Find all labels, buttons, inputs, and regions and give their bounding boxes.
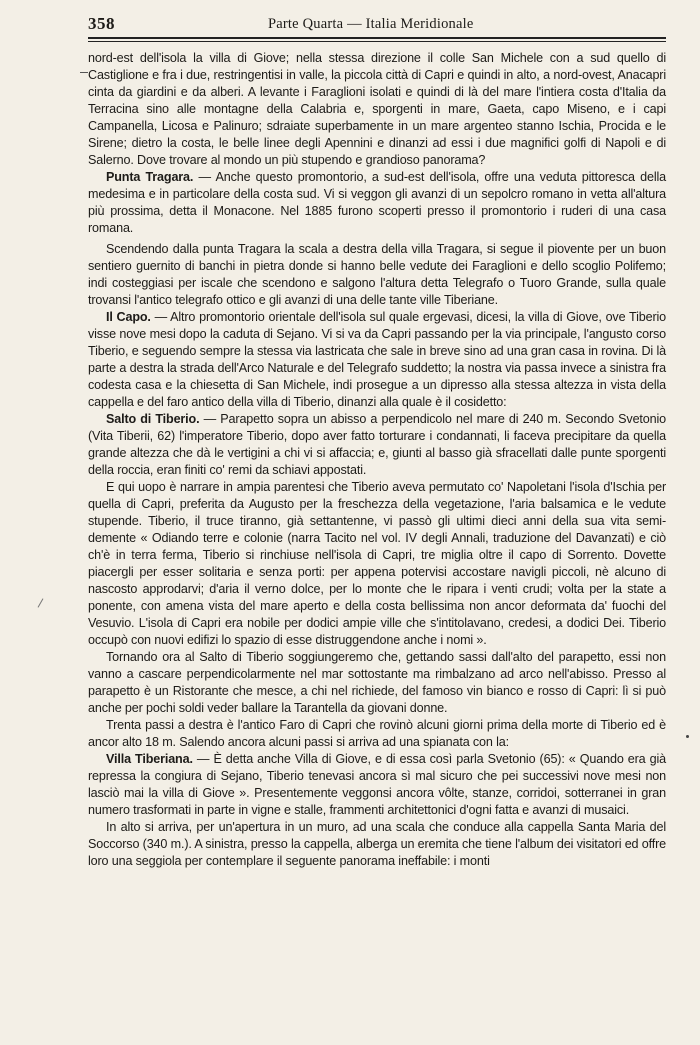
paragraph-trenta bbox=[88, 717, 666, 751]
section-title: Salto di Tiberio. bbox=[106, 412, 200, 426]
section-title: Villa Tiberiana. bbox=[106, 752, 193, 766]
margin-mark bbox=[686, 735, 689, 738]
page-number: 358 bbox=[88, 14, 115, 33]
paragraph-intro bbox=[88, 50, 666, 169]
paragraph-text: Trenta passi a destra è l'antico Faro di Capri che rovinò alcuni giorni prima della morte di Tiberio ed è ancor alto 18 m. Salendo ancora alcuni passi si arriva ad una spianata con la: bbox=[88, 718, 666, 749]
paragraph-uopo bbox=[88, 479, 666, 649]
running-head: Parte Quarta — Italia Meridionale bbox=[268, 16, 474, 32]
paragraph-salto bbox=[88, 411, 666, 479]
section-title: Punta Tragara. bbox=[106, 170, 194, 184]
paragraph-text: E qui uopo è narrare in ampia parentesi che Tiberio aveva permutato co' Napoletani l'isola d'Ischia per quella di Capri, preferita da Augusto per la freschezza della vegetazione, l'aria balsamica e le vedute stupende. Tiberio, il truce tiranno, già settantenne, vi passò gli ultimi dieci anni della sua vita semi-demente « Odiando terre e colonie (narra Tacito nel vol. IV degli Annali, traduzione del Davanzati) e ciò ch'è in terra ferma, Tiberio si rinchiuse nell'isola di Capri, tre miglia oltre il capo di Sorrento. Dovette piacergli per esser solitaria e senza porti: per appena potervisi accostare navigli piccoli, nè alcuno di nascosto approdarvi; d'aria il verno dolce, per lo monte che le ripara i venti crudi; volta per la state a ponente, con amena vista del mare aperto e della costa bellissima non ancor deformata da' fuochi del Vesuvio. L'isola di Capri era nobile per dodici ampie ville che s'intitolavano, credesi, a dodici Dei. Tiberio occupò con nuovi edifizi lo spazio di esse distruggendone anche i nomi ». bbox=[88, 480, 666, 647]
paragraph-text: — Parapetto sopra un abisso a perpendicolo nel mare di 240 m. Secondo Svetonio (Vita Tiberii, 62) l'imperatore Tiberio, dopo aver fatto torturare i condannati, li faceva precipitare da quella grande altezza che dà le vertigini a chi vi si affaccia; e, giunti al basso già sfracellati dalle punte sporgenti della roccia, eran finiti co' remi da schiavi appostati. bbox=[88, 412, 666, 477]
paragraph-villa-tiberiana bbox=[88, 751, 666, 819]
margin-mark bbox=[38, 598, 44, 607]
paragraph-punta-tragara bbox=[88, 169, 666, 237]
page-header bbox=[88, 14, 666, 38]
paragraph-tornando bbox=[88, 649, 666, 717]
paragraph-scendendo bbox=[88, 241, 666, 309]
body-text bbox=[88, 50, 666, 870]
margin-mark bbox=[80, 72, 88, 73]
paragraph-text: — Altro promontorio orientale dell'isola sul quale ergevasi, dicesi, la villa di Giove, ove Tiberio visse nove mesi dopo la caduta di Sejano. Vi si va da Capri passando per la via principale, l'angusto corso Tiberio, e seguendo sempre la stessa via lastricata che sale in breve sino ad una gran casa in rovina. Di là parte a destra la strada dell'Arco Naturale e del Telegrafo suddetto; la nostra via passa invece a sinistra fra codesta casa e la chiesetta di San Michele, indi prosegue a un dipresso alla stessa altezza in vista della cappella e del faro antico della villa di Tiberio, dinanzi alla quale è il cosidetto: bbox=[88, 310, 666, 409]
paragraph-text: nord-est dell'isola la villa di Giove; nella stessa direzione il colle San Michele con a sud quello di Castiglione e fra i due, restringentisi in valle, la piccola città di Capri e quindi in alto, a nord-ovest, Anacapri cinta da giardini e da alberi. A levante i Faraglioni isolati e quindi di là del mare l'intiera costa d'Italia da Terracina sino alle montagne della Calabria e, sporgenti in mare, Gaeta, capo Miseno, e i capi Campanella, Licosa e Palinuro; sdraiate superbamente in un mare argenteo stanno Ischia, Procida e le Sirene; dietro la costa, le belle linee degli Apennini e dinanzi ad essi i due magnifici golfi di Napoli e di Salerno. Dove trovare al mondo un più stupendo e grandioso panorama? bbox=[88, 51, 666, 167]
paragraph-text: In alto si arriva, per un'apertura in un muro, ad una scala che conduce alla cappella Santa Maria del Soccorso (340 m.). A sinistra, presso la cappella, alberga un eremita che tiene l'album dei visitatori ed offre loro una seggiola per contemplare il seguente panorama ineffabile: i monti bbox=[88, 820, 666, 868]
paragraph-il-capo bbox=[88, 309, 666, 411]
paragraph-in-alto bbox=[88, 819, 666, 870]
paragraph-text: Tornando ora al Salto di Tiberio soggiungeremo che, gettando sassi dall'alto del parapetto, essi non vanno a cascare perpendicolarmente nel mar sottostante ma rimbalzano ad arco nell'abisso. Presso al parapetto è un Ristorante che mesce, a chi nel richiede, del famoso vin bianco e rosso di Capri: lì si può anche per pochi soldi veder ballare la Tarantella da giovani donne. bbox=[88, 650, 666, 715]
section-title: Il Capo. bbox=[106, 310, 151, 324]
header-rule bbox=[88, 37, 666, 42]
paragraph-text: — È detta anche Villa di Giove, e di essa così parla Svetonio (65): « Quando era già repressa la congiura di Sejano, Tiberio tenevasi ancora sì mal sicuro che pei successivi nove mesi non lasciò mai la villa di Giove ». Presentemente veggonsi ancora vôlte, stanze, corridoi, sotterranei in gran numero trasformati in parte in vigne e stalle, frammenti architettonici d'ogni fatta e avanzi di musaici. bbox=[88, 752, 666, 817]
paragraph-text: Scendendo dalla punta Tragara la scala a destra della villa Tragara, si segue il piovente per un buon sentiero guernito di banchi in pietra donde si hanno belle vedute dei Faraglioni e dello scoglio Polifemo; indi costeggiasi per iscale che scendono e salgono l'altura detta Telegrafo o Tuoro Grande, sulla quale trovansi l'antico telegrafo ottico e gli avanzi di una delle tante ville Tiberiane. bbox=[88, 242, 666, 307]
paragraph-text: — Anche questo promontorio, a sud-est dell'isola, offre una veduta pittoresca della medesima e in particolare della costa sud. Vi si veggon gli avanzi di un sepolcro romano in vetta all'altura più prossima, detta il Monacone. Nel 1885 furono scoperti presso il promontorio i ruderi di una casa romana. bbox=[88, 170, 666, 235]
